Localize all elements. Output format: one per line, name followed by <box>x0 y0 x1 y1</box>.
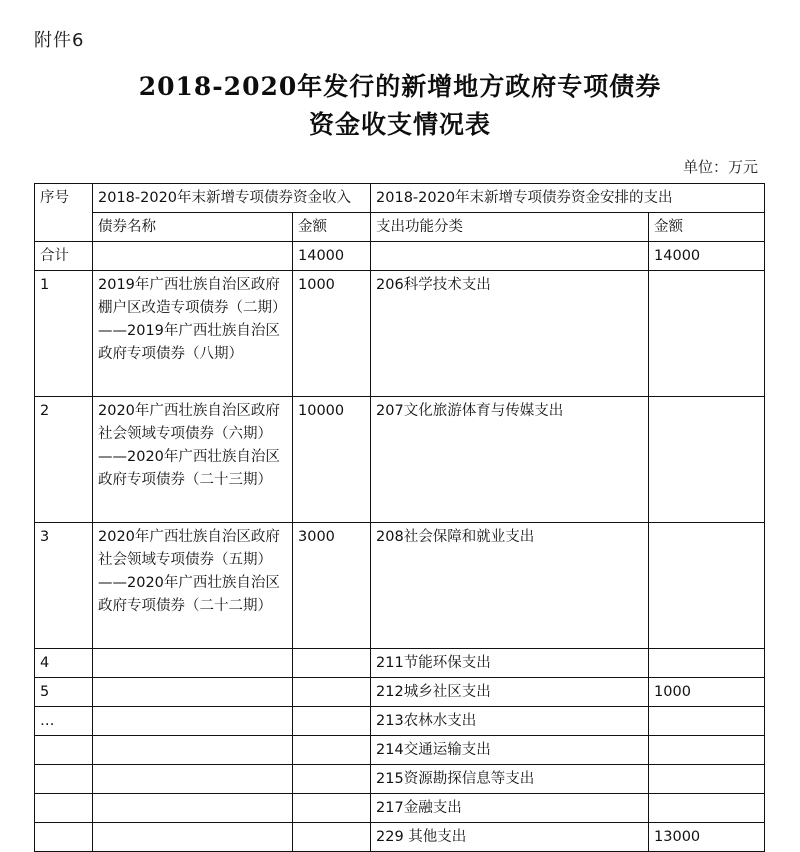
row-amount-income <box>293 823 371 852</box>
table-row <box>35 271 765 397</box>
row-amount-expense: 1000 <box>649 678 765 707</box>
header-amount-income: 金额 <box>293 213 371 242</box>
row-expense-function: 212城乡社区支出 <box>371 678 649 707</box>
total-bond-name <box>93 242 293 271</box>
header-bond-name: 债券名称 <box>93 213 293 242</box>
row-amount-income <box>293 678 371 707</box>
row-expense-function: 213农林水支出 <box>371 707 649 736</box>
title-line-1: 2018-2020年发行的新增地方政府专项债券 <box>138 72 662 101</box>
row-bond-name <box>93 736 293 765</box>
total-seq: 合计 <box>35 242 93 271</box>
row-amount-expense <box>649 736 765 765</box>
row-amount-expense <box>649 271 765 397</box>
table-header-row <box>35 184 765 213</box>
row-amount-income: 10000 <box>293 397 371 523</box>
row-bond-name: 2020年广西壮族自治区政府社会领域专项债券（五期）——2020年广西壮族自治区政府专项债券（二十二期） <box>93 523 293 649</box>
row-bond-name: 2020年广西壮族自治区政府社会领域专项债券（六期）——2020年广西壮族自治区政府专项债券（二十三期） <box>93 397 293 523</box>
page-title <box>80 68 720 144</box>
row-amount-expense <box>649 794 765 823</box>
row-bond-name <box>93 678 293 707</box>
row-seq: … <box>35 707 93 736</box>
row-expense-function: 206科学技术支出 <box>371 271 649 397</box>
row-amount-income: 3000 <box>293 523 371 649</box>
row-bond-name <box>93 649 293 678</box>
row-expense-function: 229 其他支出 <box>371 823 649 852</box>
table-row <box>35 707 765 736</box>
row-amount-income <box>293 765 371 794</box>
attachment-label: 附件6 <box>34 30 85 51</box>
row-bond-name: 2019年广西壮族自治区政府棚户区改造专项债券（二期）——2019年广西壮族自治区政府专项债券（八期） <box>93 271 293 397</box>
table-subheader-row <box>35 213 765 242</box>
row-expense-function: 214交通运输支出 <box>371 736 649 765</box>
row-seq <box>35 823 93 852</box>
row-amount-income: 1000 <box>293 271 371 397</box>
row-amount-expense <box>649 523 765 649</box>
row-expense-function: 215资源勘探信息等支出 <box>371 765 649 794</box>
row-amount-expense <box>649 649 765 678</box>
row-expense-function: 211节能环保支出 <box>371 649 649 678</box>
row-seq <box>35 736 93 765</box>
row-seq: 5 <box>35 678 93 707</box>
row-bond-name <box>93 765 293 794</box>
total-amount-expense: 14000 <box>649 242 765 271</box>
row-bond-name <box>93 794 293 823</box>
table-row-total <box>35 242 765 271</box>
table-row <box>35 736 765 765</box>
row-amount-income <box>293 794 371 823</box>
bond-funds-table <box>34 183 765 852</box>
row-seq: 2 <box>35 397 93 523</box>
header-expense-function: 支出功能分类 <box>371 213 649 242</box>
row-expense-function: 217金融支出 <box>371 794 649 823</box>
total-amount-income: 14000 <box>293 242 371 271</box>
row-amount-income <box>293 707 371 736</box>
header-amount-expense: 金额 <box>649 213 765 242</box>
table-row <box>35 823 765 852</box>
row-seq: 3 <box>35 523 93 649</box>
table-row <box>35 678 765 707</box>
table-row <box>35 397 765 523</box>
total-expense-function <box>371 242 649 271</box>
row-seq: 4 <box>35 649 93 678</box>
header-income-group: 2018-2020年末新增专项债券资金收入 <box>93 184 371 213</box>
header-expense-group: 2018-2020年末新增专项债券资金安排的支出 <box>371 184 765 213</box>
table-row <box>35 794 765 823</box>
row-amount-income <box>293 649 371 678</box>
header-seq: 序号 <box>35 184 93 242</box>
row-amount-expense <box>649 707 765 736</box>
row-seq <box>35 794 93 823</box>
row-seq: 1 <box>35 271 93 397</box>
unit-note: 单位：万元 <box>682 158 758 176</box>
table-row <box>35 523 765 649</box>
row-expense-function: 207文化旅游体育与传媒支出 <box>371 397 649 523</box>
row-amount-expense <box>649 765 765 794</box>
row-bond-name <box>93 823 293 852</box>
row-seq <box>35 765 93 794</box>
row-expense-function: 208社会保障和就业支出 <box>371 523 649 649</box>
row-bond-name <box>93 707 293 736</box>
table-row <box>35 765 765 794</box>
row-amount-expense: 13000 <box>649 823 765 852</box>
row-amount-expense <box>649 397 765 523</box>
table-row <box>35 649 765 678</box>
row-amount-income <box>293 736 371 765</box>
title-line-2: 资金收支情况表 <box>308 110 491 139</box>
